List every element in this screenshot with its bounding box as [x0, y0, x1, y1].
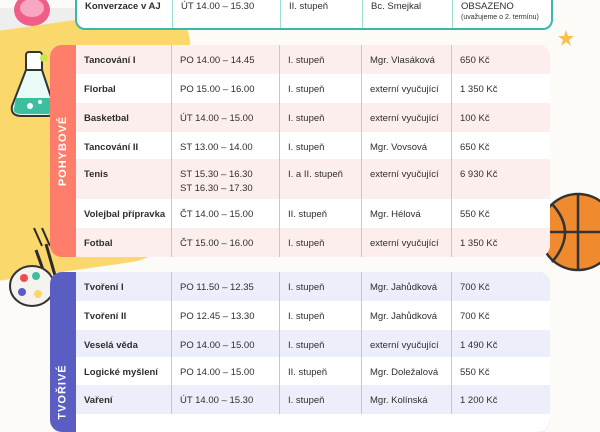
table-cell: ÚT 14.00 – 15.00 — [172, 103, 280, 132]
course-name: Konverzace v AJ — [77, 0, 173, 30]
flask-icon — [10, 0, 54, 30]
table-cell: I. stupeň — [280, 132, 362, 159]
table-cell: 550 Kč — [460, 209, 490, 220]
table-cell: I. stupeň — [280, 385, 362, 414]
table-cell: 700 Kč — [460, 311, 490, 322]
table-cell: PO 14.00 – 15.00 — [172, 357, 280, 385]
table-cell: 1 490 Kč — [460, 340, 498, 351]
table-cell: 100 Kč — [460, 113, 490, 124]
table-cell: 1 200 Kč — [460, 395, 498, 406]
table-cell: I. a II. stupeň — [280, 159, 362, 199]
table-cell: Florbal — [76, 74, 172, 103]
table-row — [76, 74, 550, 103]
table-cell: I. stupeň — [280, 330, 362, 357]
table-row — [76, 330, 550, 357]
table-cell: Tvoření II — [76, 301, 172, 330]
table-cell: Mgr. Doležalová — [362, 357, 452, 385]
table-previous-section — [75, 0, 553, 30]
table-cell: Tvoření I — [76, 272, 172, 301]
table-cell: ČT 14.00 – 15.00 — [172, 199, 280, 228]
table-cell: I. stupeň — [280, 45, 362, 74]
table-cell: Mgr. Hélová — [362, 199, 452, 228]
table-tvorive — [76, 272, 550, 432]
table-cell: I. stupeň — [280, 272, 362, 301]
table-cell: PO 14.00 – 14.45 — [172, 45, 280, 74]
table-cell: II. stupeň — [280, 199, 362, 228]
table-cell: Veselá věda — [76, 330, 172, 357]
table-cell: TVOŘIVÉ — [57, 364, 70, 420]
table-cell: Mgr. Kolínská — [362, 385, 452, 414]
table-cell: externí vyučující — [362, 228, 452, 257]
table-row — [76, 132, 550, 159]
table-cell: externí vyučující — [362, 74, 452, 103]
table-row — [76, 385, 550, 414]
table-cell: 1 350 Kč — [460, 238, 498, 249]
table-cell: 650 Kč — [460, 142, 490, 153]
table-row — [76, 272, 550, 301]
table-row — [76, 301, 550, 330]
section-tvorive — [50, 272, 550, 432]
table-cell: ST 15.30 – 16.30 — [180, 169, 253, 180]
course-teacher: Bc. Smejkal — [363, 0, 453, 30]
course-price — [453, 0, 551, 30]
table-cell: POHYBOVÉ — [57, 115, 70, 187]
table-cell: Vaření — [76, 385, 172, 414]
table-row — [76, 357, 550, 385]
course-note: (uvažujeme o 2. termínu) — [461, 14, 539, 21]
table-pohybove — [76, 45, 550, 257]
section-label — [50, 45, 76, 257]
table-cell: PO 14.00 – 15.00 — [172, 330, 280, 357]
table-cell: I. stupeň — [280, 228, 362, 257]
table-cell: PO 11.50 – 12.35 — [172, 272, 280, 301]
table-cell: 1 350 Kč — [460, 84, 498, 95]
course-level: II. stupeň — [281, 0, 363, 30]
table-cell: Tenis — [76, 159, 172, 199]
table-cell: ČT 15.00 – 16.00 — [172, 228, 280, 257]
table-row — [76, 228, 550, 257]
table-row — [76, 45, 550, 74]
section-label — [50, 272, 76, 432]
table-row — [76, 199, 550, 228]
table-cell: PO 12.45 – 13.30 — [172, 301, 280, 330]
table-cell: 550 Kč — [460, 367, 490, 378]
table-cell: Logické myšlení — [76, 357, 172, 385]
table-cell: ÚT 14.00 – 15.30 — [172, 385, 280, 414]
status-full: OBSAZENO — [461, 1, 514, 12]
table-cell: I. stupeň — [280, 103, 362, 132]
table-cell: PO 15.00 – 16.00 — [172, 74, 280, 103]
table-cell: Volejbal přípravka — [76, 199, 172, 228]
table-cell: Mgr. Jahůdková — [362, 301, 452, 330]
table-cell: ST 16.30 – 17.30 — [180, 183, 253, 194]
star-icon — [558, 30, 574, 46]
table-cell: Mgr. Vovsová — [362, 132, 452, 159]
table-cell: Mgr. Vlasáková — [362, 45, 452, 74]
table-cell: externí vyučující — [362, 330, 452, 357]
table-cell: Tancování I — [76, 45, 172, 74]
table-cell: I. stupeň — [280, 301, 362, 330]
table-cell: Mgr. Jahůdková — [362, 272, 452, 301]
table-cell: II. stupeň — [280, 357, 362, 385]
table-row — [76, 159, 550, 199]
course-time: ÚT 14.00 – 15.30 — [173, 0, 281, 30]
table-cell: Fotbal — [76, 228, 172, 257]
table-cell: 6 930 Kč — [460, 169, 498, 180]
table-cell: externí vyučující — [362, 103, 452, 132]
table-cell: Tancování II — [76, 132, 172, 159]
table-cell: 700 Kč — [460, 282, 490, 293]
table-row — [76, 103, 550, 132]
table-cell: 650 Kč — [460, 55, 490, 66]
table-cell: ST 13.00 – 14.00 — [172, 132, 280, 159]
table-cell: Basketbal — [76, 103, 172, 132]
table-cell: I. stupeň — [280, 74, 362, 103]
table-cell: externí vyučující — [362, 159, 452, 199]
section-pohybove — [50, 45, 550, 257]
